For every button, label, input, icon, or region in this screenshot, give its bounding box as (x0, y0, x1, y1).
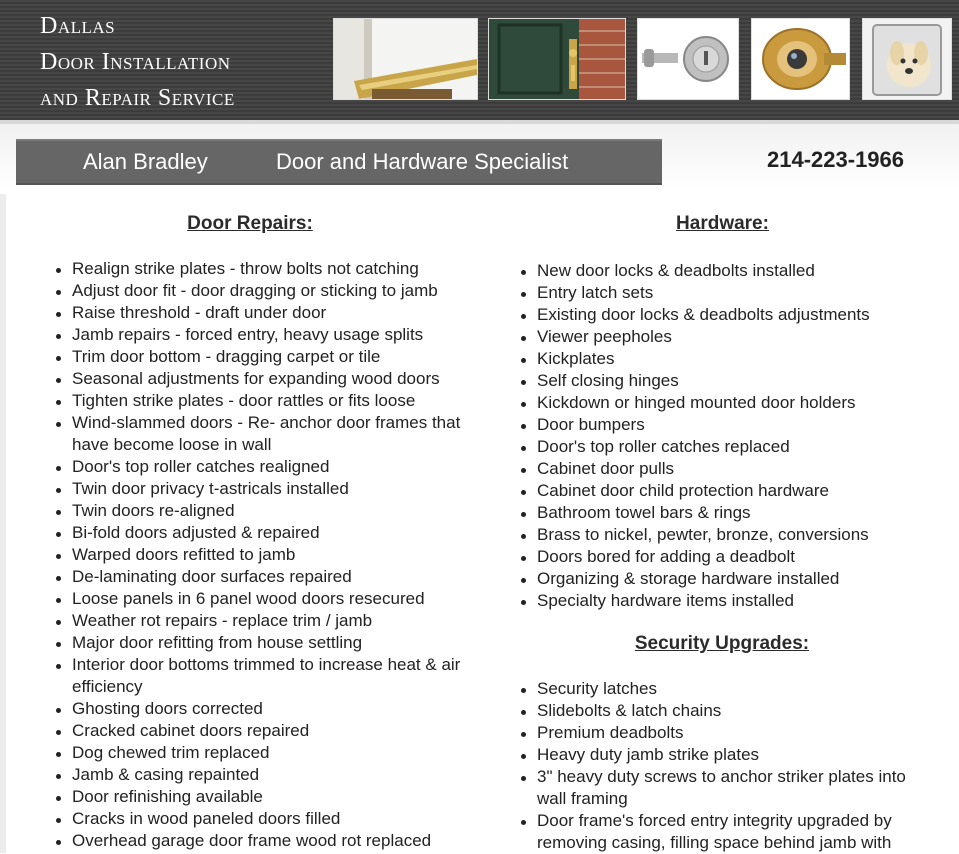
list-item: Twin doors re-aligned (54, 500, 474, 522)
list-item: Specialty hardware items installed (519, 590, 939, 612)
list-item: Bathroom towel bars & rings (519, 502, 939, 524)
list-item: Cracked cabinet doors repaired (54, 720, 474, 742)
list-item: Premium deadbolts (519, 722, 939, 744)
list-item: Entry latch sets (519, 282, 939, 304)
list-item: Door's top roller catches replaced (519, 436, 939, 458)
list-item: Doors bored for adding a deadbolt (519, 546, 939, 568)
list-item: Cracks in wood paneled doors filled (54, 808, 474, 830)
deadbolt-lock-photo (637, 18, 739, 100)
front-door-handle-photo (488, 18, 626, 100)
security-upgrades-list (519, 678, 939, 854)
list-item: Wind-slammed doors - Re- anchor door frames that have become loose in wall (54, 412, 474, 456)
list-item: Cabinet door child protection hardware (519, 480, 939, 502)
door-threshold-photo (333, 18, 478, 100)
list-item: Major door refitting from house settling (54, 632, 474, 654)
list-item: Interior door bottoms trimmed to increase heat & air efficiency (54, 654, 474, 698)
contact-bar (16, 139, 662, 185)
list-item: Viewer peepholes (519, 326, 939, 348)
list-item: Jamb repairs - forced entry, heavy usage splits (54, 324, 474, 346)
list-item: Dog chewed trim replaced (54, 742, 474, 764)
list-item: Tighten strike plates - door rattles or fits loose (54, 390, 474, 412)
pet-door-photo (862, 18, 952, 100)
contact-role: Door and Hardware Specialist (276, 149, 569, 174)
list-item: Brass to nickel, pewter, bronze, conversions (519, 524, 939, 546)
list-item: Warped doors refitted to jamb (54, 544, 474, 566)
list-item: 3" heavy duty screws to anchor striker plates into wall framing (519, 766, 939, 810)
title-line-1: Dallas (40, 13, 116, 39)
site-header (0, 0, 959, 124)
list-item: New door locks & deadbolts installed (519, 260, 939, 282)
list-item: Heavy duty jamb strike plates (519, 744, 939, 766)
list-item: Existing door locks & deadbolts adjustments (519, 304, 939, 326)
list-item: Kickdown or hinged mounted door holders (519, 392, 939, 414)
list-item: Door's top roller catches realigned (54, 456, 474, 478)
list-item: De-laminating door surfaces repaired (54, 566, 474, 588)
list-item: Cabinet door pulls (519, 458, 939, 480)
list-item: Door refinishing available (54, 786, 474, 808)
list-item: Adjust door fit - door dragging or sticking to jamb (54, 280, 474, 302)
door-repairs-heading: Door Repairs: (187, 213, 313, 234)
title-line-2: Door Installation (40, 49, 231, 75)
list-item: Overhead garage door frame wood rot replaced (54, 830, 474, 852)
list-item: Door bumpers (519, 414, 939, 436)
list-item: Bi-fold doors adjusted & repaired (54, 522, 474, 544)
list-item: Door frame's forced entry integrity upgraded by removing casing, filling space behind jamb with (519, 810, 939, 854)
security-upgrades-heading: Security Upgrades: (634, 633, 810, 654)
hardware-list (519, 260, 939, 612)
list-item: Trim door bottom - dragging carpet or tile (54, 346, 474, 368)
list-item: Slidebolts & latch chains (519, 700, 939, 722)
hardware-heading: Hardware: (676, 213, 769, 234)
list-item: Twin door privacy t-astricals installed (54, 478, 474, 500)
list-item: Seasonal adjustments for expanding wood doors (54, 368, 474, 390)
list-item: Security latches (519, 678, 939, 700)
list-item: Self closing hinges (519, 370, 939, 392)
list-item: Raise threshold - draft under door (54, 302, 474, 324)
list-item: Ghosting doors corrected (54, 698, 474, 720)
list-item: Loose panels in 6 panel wood doors resecured (54, 588, 474, 610)
contact-name: Alan Bradley (83, 149, 208, 174)
phone-number[interactable]: 214-223-1966 (767, 147, 905, 172)
list-item: Weather rot repairs - replace trim / jamb (54, 610, 474, 632)
list-item: Kickplates (519, 348, 939, 370)
list-item: Jamb & casing repainted (54, 764, 474, 786)
title-line-3: and Repair Service (40, 85, 235, 111)
door-peephole-photo (751, 18, 850, 100)
door-repairs-list (54, 258, 474, 852)
site-title (40, 8, 235, 116)
list-item: Organizing & storage hardware installed (519, 568, 939, 590)
list-item: Realign strike plates - throw bolts not catching (54, 258, 474, 280)
